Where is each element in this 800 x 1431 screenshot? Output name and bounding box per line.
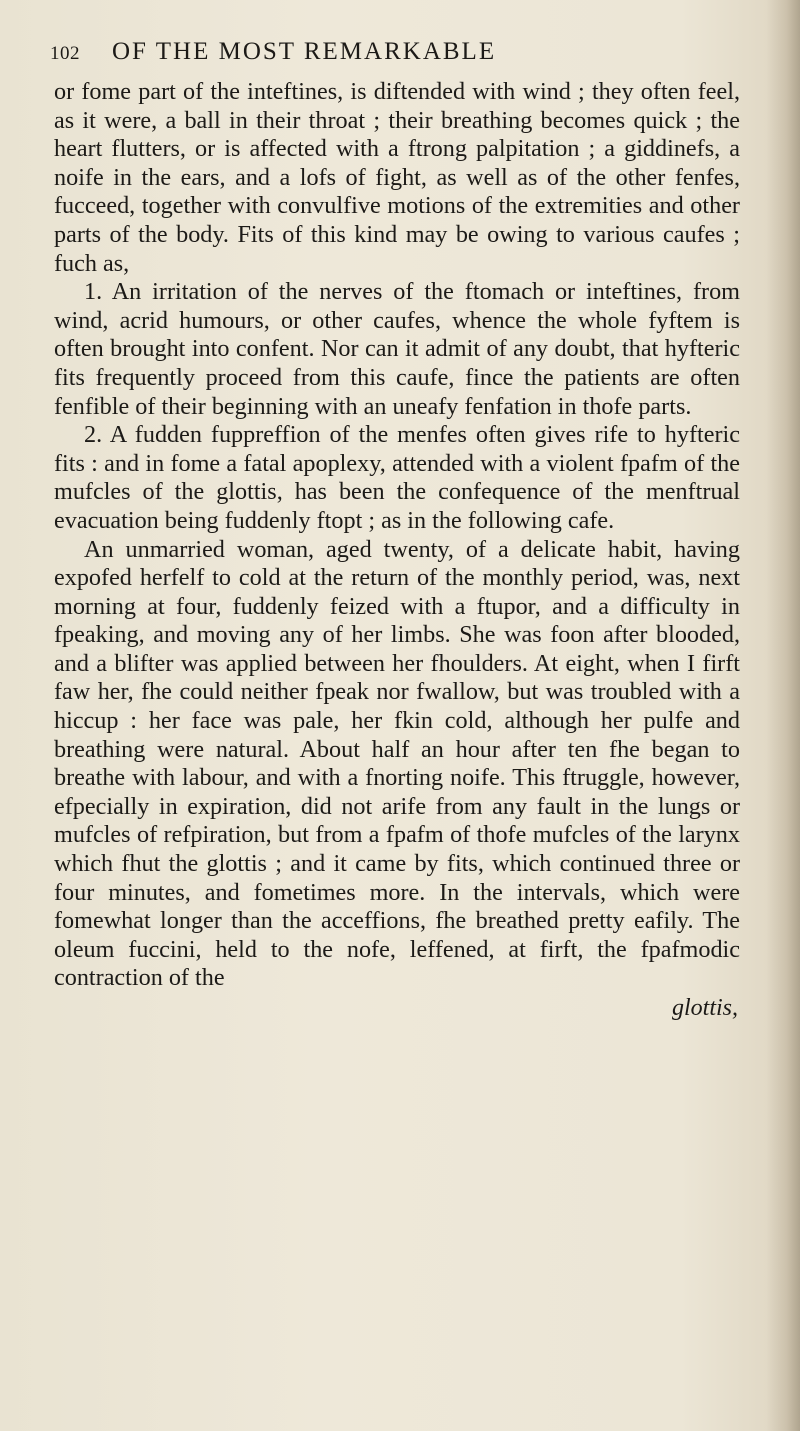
running-title: OF THE MOST REMARKABLE bbox=[112, 38, 497, 65]
paragraph-cause-2: 2. A fudden fuppreffion of the menfes often gives rife to hyfteric fits : and in fome a fatal apoplexy, attended with a violent fpafm of the mufcles of the glottis, has been the confequence of the menftrual evacuation being fuddenly ftopt ; as in the following cafe. bbox=[54, 421, 740, 534]
paragraph-intro: or fome part of the inteftines, is diftended with wind ; they often feel, as it were, a ball in their throat ; their breathing becomes quick ; the heart flutters, or is affected with a ftrong palpitation ; a giddinefs, a noife in the ears, and a lofs of fight, as well as of the other fenfes, fucceed, together with convulfive motions of the extremities and other parts of the body. Fits of this kind may be owing to various caufes ; fuch as, bbox=[54, 78, 740, 277]
running-head bbox=[50, 38, 740, 68]
paragraph-case: An unmarried woman, aged twenty, of a delicate habit, having expofed herfelf to cold at the return of the monthly period, was, next morning at four, fuddenly feized with a ftupor, and a difficulty in fpeaking, and moving any of her limbs. She was foon after blooded, and a blifter was applied between her fhoulders. At eight, when I firft faw her, fhe could neither fpeak nor fwallow, but was troubled with a hiccup : her face was pale, her fkin cold, although her pulfe and breathing were natural. About half an hour after ten fhe began to breathe with labour, and with a fnorting noife. This ftruggle, however, efpecially in expiration, did not arife from any fault in the lungs or mufcles of refpiration, but from a fpafm of thofe mufcles of the larynx which fhut the glottis ; and it came by fits, which continued three or four minutes, and fometimes more. In the intervals, which were fomewhat longer than the acceffions, fhe breathed pretty eafily. The oleum fuccini, held to the nofe, leffened, at firft, the fpafmodic contraction of the bbox=[54, 535, 740, 992]
page-number: 102 bbox=[50, 43, 80, 64]
paragraph-cause-1: 1. An irritation of the nerves of the ftomach or inteftines, from wind, acrid humours, or other caufes, whence the whole fyftem is often brought into confent. Nor can it admit of any doubt, that hyfteric fits frequently proceed from this caufe, fince the patients are often fenfible of their beginning with an uneafy fenfation in thofe parts. bbox=[54, 278, 740, 420]
page-edge-shadow bbox=[766, 0, 800, 1431]
catchword: glottis, bbox=[671, 995, 738, 1021]
body-text bbox=[54, 78, 740, 993]
